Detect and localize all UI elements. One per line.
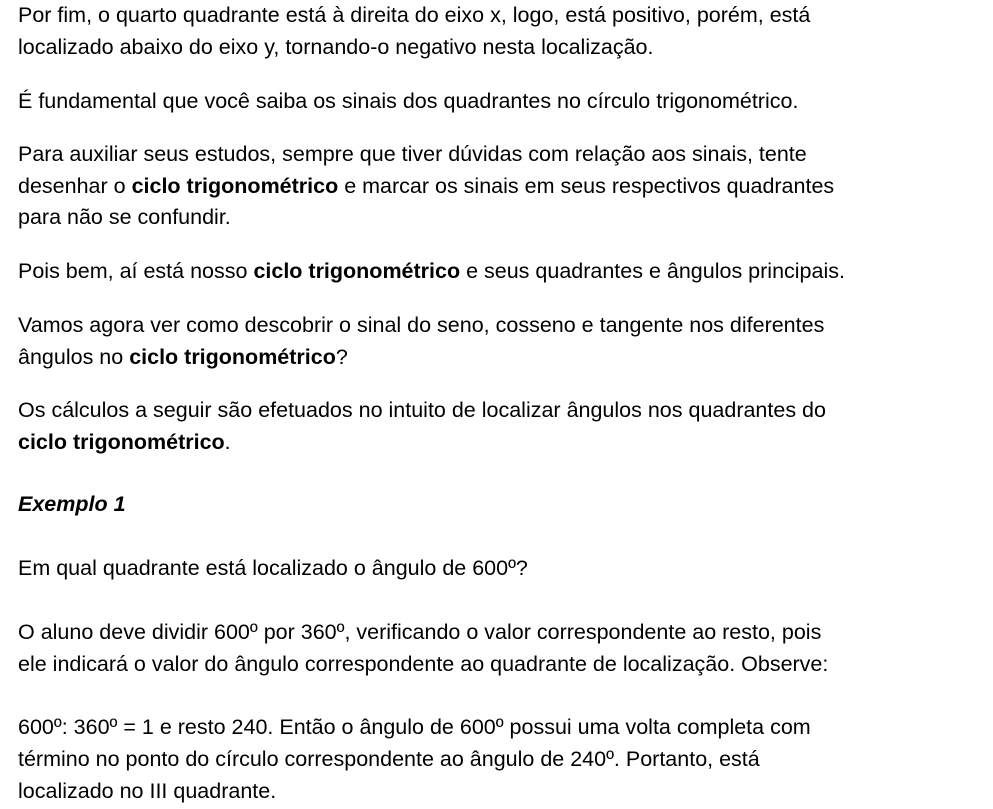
- text-span: Por fim, o quarto quadrante está à direita do eixo x, logo, está positivo, porém, está: [18, 3, 811, 27]
- text-span: ?: [335, 345, 348, 369]
- paragraph-line: [18, 312, 824, 338]
- text-span: Vamos agora ver como descobrir o sinal do seno, cosseno e tangente nos diferentes: [18, 313, 825, 337]
- paragraph-line: [18, 714, 811, 740]
- paragraph-line: [18, 204, 231, 230]
- text-span: para não se confundir.: [18, 205, 231, 229]
- bold-term: ciclo trigonométrico: [131, 174, 339, 198]
- text-span: e marcar os sinais em seus respectivos quadrantes: [338, 174, 835, 198]
- bold-term: ciclo trigonométrico: [129, 345, 336, 369]
- paragraph-line: [18, 88, 798, 114]
- bold-term: ciclo trigonométrico: [253, 259, 461, 283]
- paragraph-line: [18, 344, 348, 370]
- text-span: e seus quadrantes e ângulos principais.: [460, 259, 845, 283]
- paragraph-line: [18, 778, 276, 804]
- bold-term: ciclo trigonométrico: [18, 430, 225, 454]
- text-span: Para auxiliar seus estudos, sempre que tiver dúvidas com relação aos sinais, tente: [18, 142, 807, 166]
- paragraph-line: [18, 34, 653, 60]
- paragraph-line: [18, 429, 231, 455]
- text-span: É fundamental que você saiba os sinais dos quadrantes no círculo trigonométrico.: [18, 89, 799, 113]
- text-span: Os cálculos a seguir são efetuados no intuito de localizar ângulos nos quadrantes do: [18, 398, 826, 422]
- paragraph-line: [18, 746, 760, 772]
- text-span: Em qual quadrante está localizado o ângulo de 600º?: [18, 556, 528, 580]
- example-heading: Exemplo 1: [18, 492, 126, 516]
- paragraph-line: [18, 619, 821, 645]
- paragraph-line: [18, 651, 828, 677]
- paragraph-line: [18, 397, 826, 423]
- text-span: desenhar o: [18, 174, 132, 198]
- paragraph-line: [18, 173, 834, 199]
- paragraph-line: [18, 258, 845, 284]
- paragraph-line: [18, 141, 807, 167]
- text-span: localizado abaixo do eixo y, tornando-o negativo nesta localização.: [18, 35, 654, 59]
- text-span: ângulos no: [18, 345, 130, 369]
- text-span: .: [224, 430, 231, 454]
- text-span: Pois bem, aí está nosso: [18, 259, 254, 283]
- paragraph-line: [18, 2, 810, 28]
- paragraph-line: [18, 555, 528, 581]
- text-span: ele indicará o valor do ângulo correspondente ao quadrante de localização. Observe:: [18, 652, 829, 676]
- text-span: 600º: 360º = 1 e resto 240. Então o ângulo de 600º possui uma volta completa com: [18, 715, 811, 739]
- text-span: O aluno deve dividir 600º por 360º, verificando o valor correspondente ao resto, pois: [18, 620, 822, 644]
- text-span: término no ponto do círculo correspondente ao ângulo de 240º. Portanto, está: [18, 747, 760, 771]
- text-span: localizado no III quadrante.: [18, 779, 277, 803]
